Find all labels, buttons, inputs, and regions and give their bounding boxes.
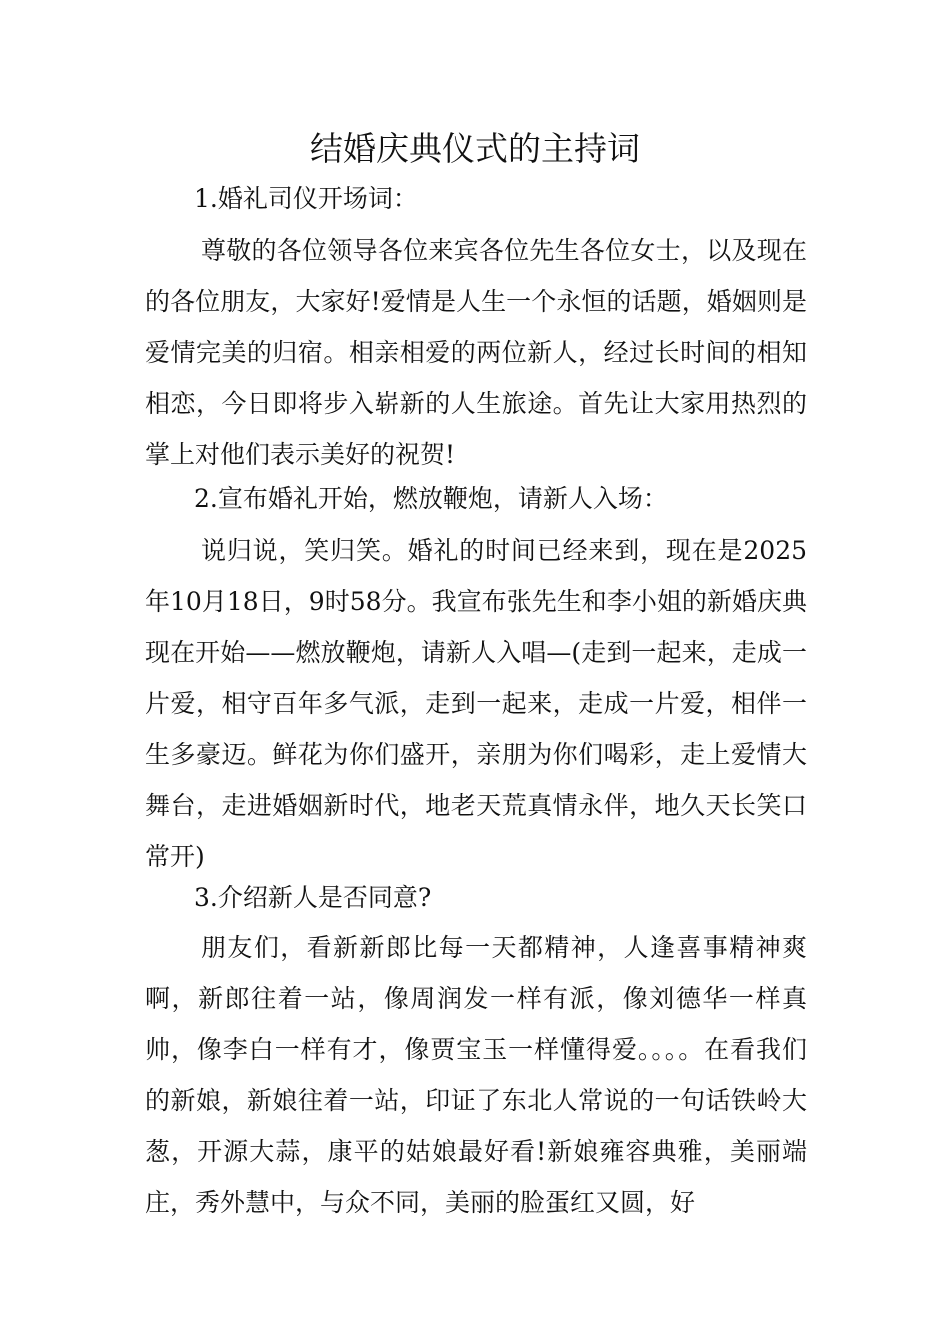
section-heading-1: 1.婚礼司仪开场词： [194,184,418,213]
section-heading-3: 3.介绍新人是否同意? [194,883,432,912]
document-title: 结婚庆典仪式的主持词 [310,129,640,168]
section-paragraph-1: 尊敬的各位领导各位来宾各位先生各位女士，以及现在的各位朋友，大家好!爱情是人生一个永恒的话题，婚姻则是爱情完美的归宿。相亲相爱的两位新人，经过长时间的相知相恋，今日即将步入崭新的人生旅途。首先让大家用热烈的掌上对他们表示美好的祝贺! [145,236,807,469]
section-paragraph-3: 朋友们，看新新郎比每一天都精神，人逢喜事精神爽啊，新郎往着一站，像周润发一样有派，像刘德华一样真帅，像李白一样有才，像贾宝玉一样懂得爱。。。。在看我们的新娘，新娘往着一站，印证了东北人常说的一句话铁岭大葱，开源大蒜，康平的姑娘最好看!新娘雍容典雅，美丽端庄，秀外慧中，与众不同，美丽的脸蛋红又圆，好 [145,933,807,1217]
section-heading-2: 2.宣布婚礼开始，燃放鞭炮，请新人入场： [194,484,668,513]
section-paragraph-2: 说归说，笑归笑。婚礼的时间已经来到，现在是2025年10月18日，9时58分。我宣布张先生和李小姐的新婚庆典现在开始——燃放鞭炮，请新人入唱—(走到一起来，走成一片爱，相守百年多气派，走到一起来，走成一片爱，相伴一生多豪迈。鲜花为你们盛开，亲朋为你们喝彩，走上爱情大舞台，走进婚姻新时代，地老天荒真情永伴，地久天长笑口常开) [145,536,807,871]
